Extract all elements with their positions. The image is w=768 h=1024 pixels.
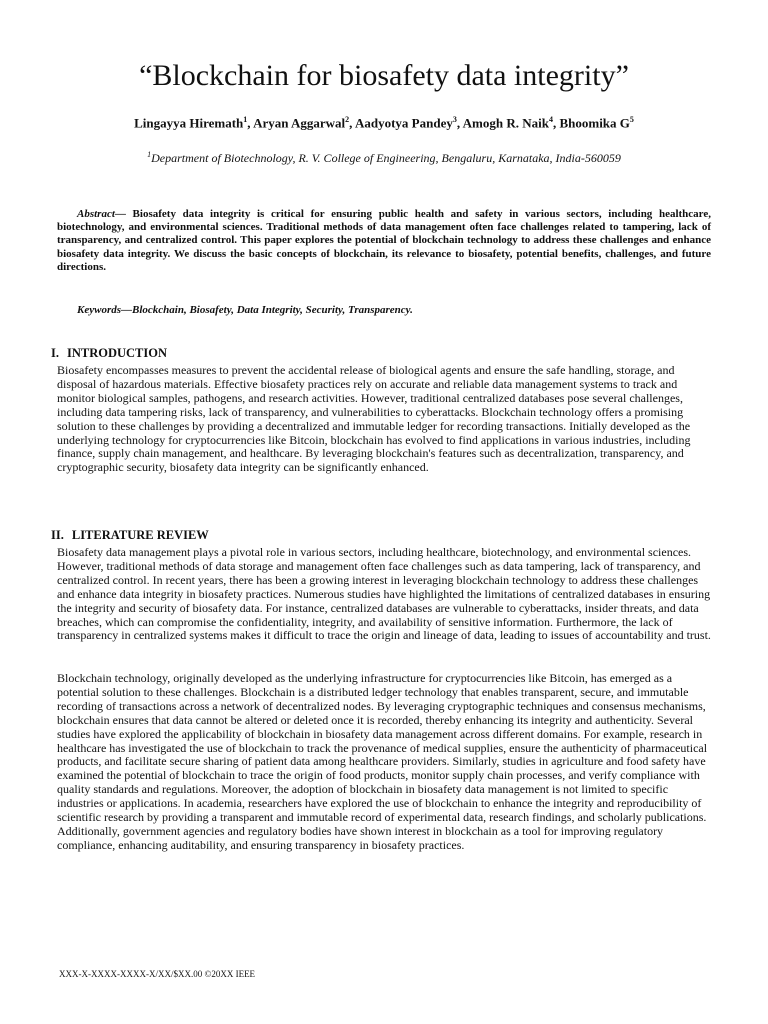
literature-review-paragraph: Blockchain technology, originally developed as the underlying infrastructure for cryptocurrencies like Bitcoin, has emerged as a potential solution to these challenges. Blockchain is a distributed ledger technology that enables transparent, secure, and immutable recording of transactions across a network of decentralized nodes. By leveraging cryptographic techniques and consensus mechanisms, blockchain ensures that data cannot be altered or deleted once it is recorded, thereby enhancing its integrity and authenticity. Several studies have explored the applicability of blockchain in biosafety data management across different domains. For example, research in healthcare has investigated the use of blockchain to track the provenance of medical supplies, ensure the authenticity of pharmaceutical products, and facilitate secure sharing of patient data among healthcare providers. Similarly, studies in agriculture and food safety have examined the potential of blockchain to trace the origin of food products, monitor supply chain processes, and verify compliance with quality standards and regulations. Moreover, the adoption of blockchain in biosafety data management is not limited to specific industries or applications. In academia, researchers have explored the use of blockchain to enhance the integrity and reproducibility of scientific research by providing a transparent and immutable record of experimental data, research findings, and scholarly publications. Additionally, government agencies and regulatory bodies have shown interest in blockchain as a tool for improving regulatory compliance, enhancing auditability, and ensuring transparency in biosafety practices.: [57, 671, 708, 852]
author-affiliation-mark: 5: [629, 115, 634, 124]
author-name: Aryan Aggarwal: [253, 115, 346, 131]
keywords: Keywords—Blockchain, Biosafety, Data Integrity, Security, Transparency.: [77, 304, 413, 316]
author-affiliation-mark: 1: [243, 115, 248, 124]
author-affiliation-mark: 2: [345, 115, 350, 124]
introduction-paragraph: Biosafety encompasses measures to prevent the accidental release of biological agents and ensure the safe handling, storage, and disposal of hazardous materials. Effective biosafety practices rely on accurate and reliable data management systems to track and monitor biological samples, pathogens, and research activities. However, traditional centralized databases pose several challenges, including data tampering risks, lack of transparency, and vulnerabilities to cyberattacks. Blockchain technology offers a promising solution to these challenges by providing a decentralized and immutable ledger for recording transactions. Initially developed as the underlying technology for cryptocurrencies like Bitcoin, blockchain has evolved to find applications in various industries, including finance, supply chain management, and healthcare. By leveraging blockchain's features such as decentralization, transparency, and cryptographic security, biosafety data integrity can be significantly enhanced.: [57, 363, 691, 475]
literature-review-paragraph: Biosafety data management plays a pivotal role in various sectors, including healthcare, biotechnology, and environmental sciences. However, traditional methods of data storage and management often face challenges such as data tampering, lack of transparency, and centralized control. In recent years, there has been a growing interest in leveraging blockchain technology to address these challenges and enhance data integrity in biosafety practices. Numerous studies have highlighted the limitations of centralized databases in ensuring the integrity and security of biosafety data. For instance, centralized databases are vulnerable to cyberattacks, insider threats, and data breaches, which can compromise the confidentiality, integrity, and availability of sensitive information. Furthermore, the lack of transparency in centralized systems makes it difficult to trace the origin and lineage of data, leading to issues of accountability and trust.: [57, 545, 711, 643]
section-number: I.: [51, 346, 59, 360]
author-affiliation-mark: 4: [548, 115, 553, 124]
section-heading-introduction: [51, 346, 167, 361]
affiliation-mark: 1: [147, 150, 152, 159]
author-name: Amogh R. Naik: [462, 115, 549, 131]
affiliation-text: Department of Biotechnology, R. V. College of Engineering, Bengaluru, Karnataka, India-560059: [151, 151, 621, 165]
affiliation: [0, 147, 768, 166]
section-heading-literature-review: [51, 528, 209, 543]
section-title: INTRODUCTION: [67, 346, 168, 360]
author-name: Lingayya Hiremath: [134, 115, 244, 131]
section-title: LITERATURE REVIEW: [71, 528, 209, 542]
copyright-footer: XXX-X-XXXX-XXXX-X/XX/$XX.00 ©20XX IEEE: [59, 969, 256, 979]
author-name: Bhoomika G: [559, 115, 630, 131]
author-affiliation-mark: 3: [452, 115, 457, 124]
author-list: Lingayya Hiremath$^1$, Aryan Aggarwal$^2$, Aadyotya Pandey$^3$, Amogh R. Naik$^4$, Bhoomika $G^5$: [134, 115, 634, 131]
author-name: Aadyotya Pandey: [354, 115, 453, 131]
abstract-text: Biosafety data integrity is critical for ensuring public health and safety in various sectors, including healthcare, biotechnology, and environmental sciences. Traditional methods of data management often face challenges related to tampering, lack of transparency, and centralized control. This paper explores the potential of blockchain technology to address these challenges and enhance biosafety data integrity. We discuss the basic concepts of blockchain, its relevance to biosafety, potential benefits, challenges, and future directions.: [57, 208, 711, 273]
paper-title: “Blockchain for biosafety data integrity”: [139, 59, 629, 92]
abstract-label: Abstract: [77, 208, 115, 220]
abstract-dash: —: [114, 208, 126, 220]
section-number: II.: [51, 528, 64, 542]
abstract: [57, 208, 711, 274]
